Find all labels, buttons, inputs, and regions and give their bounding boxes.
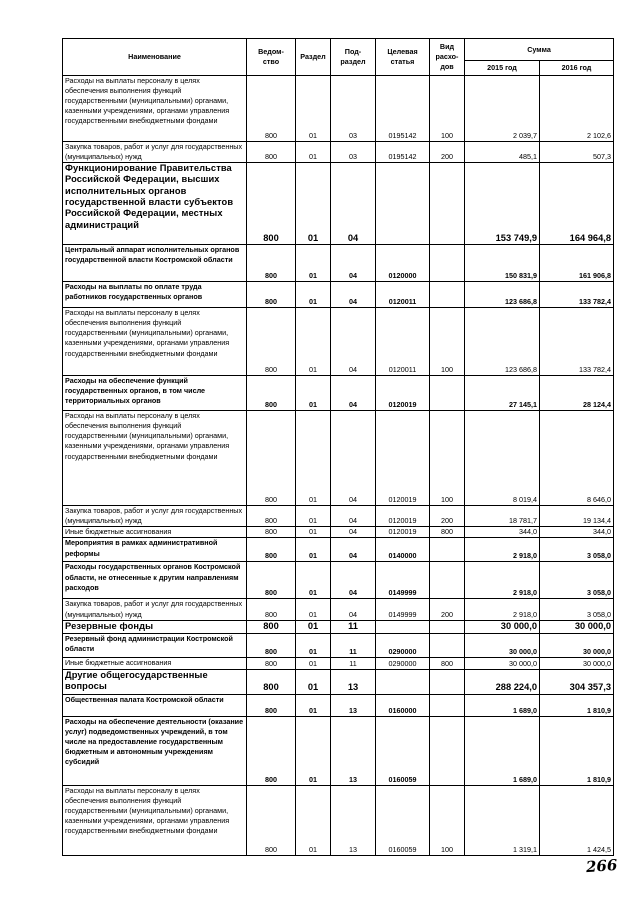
row-razdel: 01 <box>296 669 331 694</box>
budget-table-sheet <box>62 38 613 856</box>
row-podrazdel: 04 <box>331 308 376 376</box>
row-sum-2015: 2 918,0 <box>465 599 540 620</box>
row-sum-2016: 8 646,0 <box>540 411 614 506</box>
row-vid <box>430 376 465 411</box>
row-podrazdel: 11 <box>331 657 376 669</box>
row-podrazdel: 04 <box>331 163 376 245</box>
row-sum-2015: 150 831,9 <box>465 245 540 282</box>
row-vid <box>430 282 465 308</box>
table-row <box>63 76 614 142</box>
table-row <box>63 282 614 308</box>
row-vid: 800 <box>430 657 465 669</box>
row-sum-2016: 2 102,6 <box>540 76 614 142</box>
row-razdel: 01 <box>296 527 331 538</box>
table-row <box>63 308 614 376</box>
row-vedomstvo: 800 <box>247 245 296 282</box>
row-sum-2015: 30 000,0 <box>465 620 540 633</box>
row-vid <box>430 163 465 245</box>
row-target: 0120011 <box>376 308 430 376</box>
row-sum-2015: 18 781,7 <box>465 506 540 527</box>
row-sum-2016: 28 124,4 <box>540 376 614 411</box>
header-podrazdel: Под- раздел <box>331 39 376 76</box>
row-vedomstvo: 800 <box>247 376 296 411</box>
row-name: Центральный аппарат исполнительных органов государственной власти Костромской области <box>63 245 247 282</box>
row-vedomstvo: 800 <box>247 562 296 599</box>
row-vedomstvo: 800 <box>247 620 296 633</box>
row-sum-2016: 133 782,4 <box>540 308 614 376</box>
row-vedomstvo: 800 <box>247 716 296 785</box>
row-vedomstvo: 800 <box>247 527 296 538</box>
table-row <box>63 527 614 538</box>
row-vid: 100 <box>430 785 465 855</box>
header-2016: 2016 год <box>540 61 614 76</box>
budget-table <box>62 38 614 856</box>
row-sum-2015: 153 749,9 <box>465 163 540 245</box>
row-sum-2015: 27 145,1 <box>465 376 540 411</box>
row-vedomstvo: 800 <box>247 599 296 620</box>
row-vedomstvo: 800 <box>247 785 296 855</box>
table-row <box>63 506 614 527</box>
row-sum-2016: 30 000,0 <box>540 620 614 633</box>
row-podrazdel: 04 <box>331 538 376 562</box>
row-name: Расходы на выплаты персоналу в целях обеспечения выполнения функций государственными (муниципальными) органами, казенными учреждениями, органами управления государственными внебюджетными фондами <box>63 308 247 376</box>
row-vid: 200 <box>430 142 465 163</box>
row-target: 0290000 <box>376 657 430 669</box>
row-vid <box>430 562 465 599</box>
table-row <box>63 142 614 163</box>
row-razdel: 01 <box>296 620 331 633</box>
header-2015: 2015 год <box>465 61 540 76</box>
row-razdel: 01 <box>296 376 331 411</box>
row-target: 0290000 <box>376 633 430 657</box>
row-sum-2016: 30 000,0 <box>540 633 614 657</box>
row-vid: 800 <box>430 527 465 538</box>
row-podrazdel: 04 <box>331 527 376 538</box>
row-target: 0140000 <box>376 538 430 562</box>
row-vid <box>430 694 465 716</box>
row-razdel: 01 <box>296 308 331 376</box>
row-vid: 100 <box>430 411 465 506</box>
row-razdel: 01 <box>296 163 331 245</box>
row-vid: 100 <box>430 76 465 142</box>
row-razdel: 01 <box>296 785 331 855</box>
row-vedomstvo: 800 <box>247 308 296 376</box>
row-sum-2016: 161 906,8 <box>540 245 614 282</box>
row-sum-2015: 2 918,0 <box>465 562 540 599</box>
row-vedomstvo: 800 <box>247 142 296 163</box>
row-vid: 100 <box>430 308 465 376</box>
table-row <box>63 716 614 785</box>
row-sum-2016: 507,3 <box>540 142 614 163</box>
row-sum-2016: 1 810,9 <box>540 716 614 785</box>
row-vedomstvo: 800 <box>247 694 296 716</box>
table-row <box>63 785 614 855</box>
row-name: Резервные фонды <box>63 620 247 633</box>
row-name: Расходы на выплаты персоналу в целях обеспечения выполнения функций государственными (муниципальными) органами, казенными учреждениями, органами управления государственными внебюджетными фондами <box>63 785 247 855</box>
row-name: Расходы на выплаты персоналу в целях обеспечения выполнения функций государственными (муниципальными) органами, казенными учреждениями, органами управления государственными внебюджетными фондами <box>63 411 247 506</box>
row-vid <box>430 245 465 282</box>
row-name: Мероприятия в рамках административной реформы <box>63 538 247 562</box>
row-name: Закупка товаров, работ и услуг для государственных (муниципальных) нужд <box>63 506 247 527</box>
row-target: 0120019 <box>376 411 430 506</box>
row-vid <box>430 669 465 694</box>
row-name: Расходы на обеспечение деятельности (оказание услуг) подведомственных учреждений, в том числе на предоставление государственным бюджетным и автономным учреждениям субсидий <box>63 716 247 785</box>
row-name: Закупка товаров, работ и услуг для государственных (муниципальных) нужд <box>63 142 247 163</box>
row-vedomstvo: 800 <box>247 669 296 694</box>
row-vedomstvo: 800 <box>247 76 296 142</box>
row-target: 0195142 <box>376 142 430 163</box>
header-summa: Сумма <box>465 39 614 61</box>
row-razdel: 01 <box>296 245 331 282</box>
table-row <box>63 633 614 657</box>
row-podrazdel: 04 <box>331 506 376 527</box>
row-target: 0120011 <box>376 282 430 308</box>
table-row <box>63 163 614 245</box>
table-row <box>63 599 614 620</box>
row-sum-2015: 2 039,7 <box>465 76 540 142</box>
row-vedomstvo: 800 <box>247 163 296 245</box>
row-podrazdel: 04 <box>331 599 376 620</box>
row-sum-2015: 344,0 <box>465 527 540 538</box>
row-podrazdel: 13 <box>331 785 376 855</box>
row-podrazdel: 11 <box>331 633 376 657</box>
row-sum-2015: 288 224,0 <box>465 669 540 694</box>
row-razdel: 01 <box>296 506 331 527</box>
row-target <box>376 669 430 694</box>
row-podrazdel: 04 <box>331 282 376 308</box>
row-sum-2015: 2 918,0 <box>465 538 540 562</box>
table-row <box>63 669 614 694</box>
row-name: Расходы государственных органов Костромской области, не отнесенные к другим направлениям расходов <box>63 562 247 599</box>
row-razdel: 01 <box>296 716 331 785</box>
row-target: 0160059 <box>376 716 430 785</box>
row-target: 0120019 <box>376 527 430 538</box>
row-vid: 200 <box>430 599 465 620</box>
row-vedomstvo: 800 <box>247 633 296 657</box>
row-name: Иные бюджетные ассигнования <box>63 527 247 538</box>
row-target: 0120019 <box>376 376 430 411</box>
row-name: Общественная палата Костромской области <box>63 694 247 716</box>
row-sum-2015: 1 689,0 <box>465 694 540 716</box>
header-vid: Вид расхо- дов <box>430 39 465 76</box>
row-sum-2016: 344,0 <box>540 527 614 538</box>
row-target <box>376 620 430 633</box>
table-row <box>63 538 614 562</box>
row-sum-2016: 3 058,0 <box>540 562 614 599</box>
row-name: Расходы на выплаты по оплате труда работников государственных органов <box>63 282 247 308</box>
row-podrazdel: 04 <box>331 376 376 411</box>
row-podrazdel: 13 <box>331 716 376 785</box>
row-target: 0160000 <box>376 694 430 716</box>
row-vedomstvo: 800 <box>247 282 296 308</box>
row-razdel: 01 <box>296 538 331 562</box>
row-target: 0149999 <box>376 562 430 599</box>
row-sum-2015: 30 000,0 <box>465 633 540 657</box>
row-name: Иные бюджетные ассигнования <box>63 657 247 669</box>
row-podrazdel: 03 <box>331 142 376 163</box>
row-sum-2016: 164 964,8 <box>540 163 614 245</box>
row-podrazdel: 03 <box>331 76 376 142</box>
row-razdel: 01 <box>296 694 331 716</box>
row-target: 0160059 <box>376 785 430 855</box>
row-target: 0149999 <box>376 599 430 620</box>
row-name: Расходы на выплаты персоналу в целях обеспечения выполнения функций государственными (муниципальными) органами, казенными учреждениями, органами управления государственными внебюджетными фондами <box>63 76 247 142</box>
row-name: Функционирование Правительства Российской Федерации, высших исполнительных органов государственной власти субъектов Российской Федерации, местных администраций <box>63 163 247 245</box>
row-sum-2015: 123 686,8 <box>465 282 540 308</box>
handwritten-page-number: 266 <box>585 855 618 877</box>
row-target: 0195142 <box>376 76 430 142</box>
table-row <box>63 657 614 669</box>
row-name: Другие общегосударственные вопросы <box>63 669 247 694</box>
row-sum-2015: 485,1 <box>465 142 540 163</box>
row-name: Закупка товаров, работ и услуг для государственных (муниципальных) нужд <box>63 599 247 620</box>
row-vedomstvo: 800 <box>247 411 296 506</box>
row-target <box>376 163 430 245</box>
row-razdel: 01 <box>296 76 331 142</box>
row-sum-2016: 1 424,5 <box>540 785 614 855</box>
row-sum-2015: 1 689,0 <box>465 716 540 785</box>
row-podrazdel: 13 <box>331 694 376 716</box>
row-razdel: 01 <box>296 562 331 599</box>
row-sum-2016: 133 782,4 <box>540 282 614 308</box>
row-podrazdel: 11 <box>331 620 376 633</box>
row-vedomstvo: 800 <box>247 657 296 669</box>
row-sum-2016: 3 058,0 <box>540 599 614 620</box>
header-name: Наименование <box>63 39 247 76</box>
row-podrazdel: 13 <box>331 669 376 694</box>
table-row <box>63 411 614 506</box>
table-row <box>63 245 614 282</box>
row-razdel: 01 <box>296 411 331 506</box>
row-podrazdel: 04 <box>331 411 376 506</box>
row-target: 0120019 <box>376 506 430 527</box>
row-vedomstvo: 800 <box>247 538 296 562</box>
row-podrazdel: 04 <box>331 562 376 599</box>
row-razdel: 01 <box>296 599 331 620</box>
row-razdel: 01 <box>296 282 331 308</box>
row-podrazdel: 04 <box>331 245 376 282</box>
row-sum-2015: 1 319,1 <box>465 785 540 855</box>
table-row <box>63 620 614 633</box>
row-razdel: 01 <box>296 633 331 657</box>
row-vid <box>430 716 465 785</box>
row-sum-2016: 304 357,3 <box>540 669 614 694</box>
header-target: Целевая статья <box>376 39 430 76</box>
row-name: Расходы на обеспечение функций государственных органов, в том числе территориальных органов <box>63 376 247 411</box>
row-sum-2015: 8 019,4 <box>465 411 540 506</box>
row-vedomstvo: 800 <box>247 506 296 527</box>
row-sum-2016: 30 000,0 <box>540 657 614 669</box>
row-sum-2016: 1 810,9 <box>540 694 614 716</box>
row-sum-2016: 19 134,4 <box>540 506 614 527</box>
table-row <box>63 562 614 599</box>
row-vid <box>430 633 465 657</box>
table-row <box>63 694 614 716</box>
row-vid <box>430 620 465 633</box>
header-vedomstvo: Ведом- ство <box>247 39 296 76</box>
row-sum-2016: 3 058,0 <box>540 538 614 562</box>
row-vid <box>430 538 465 562</box>
row-sum-2015: 123 686,8 <box>465 308 540 376</box>
row-target: 0120000 <box>376 245 430 282</box>
row-name: Резервный фонд администрации Костромской области <box>63 633 247 657</box>
header-razdel: Раздел <box>296 39 331 76</box>
row-razdel: 01 <box>296 657 331 669</box>
row-razdel: 01 <box>296 142 331 163</box>
row-vid: 200 <box>430 506 465 527</box>
table-row <box>63 376 614 411</box>
row-sum-2015: 30 000,0 <box>465 657 540 669</box>
